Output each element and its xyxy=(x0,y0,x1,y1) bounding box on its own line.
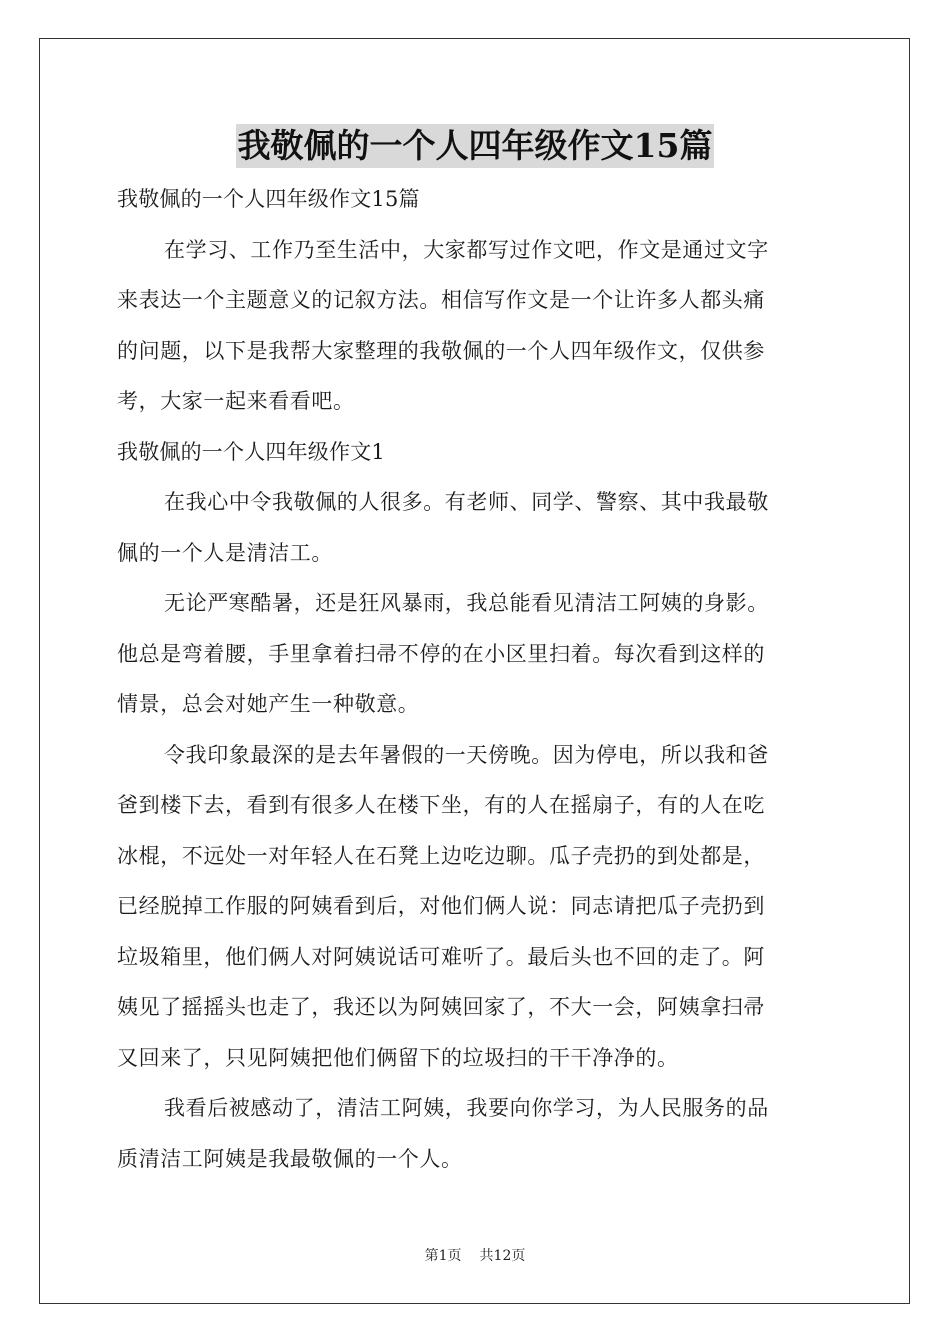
section-heading: 我敬佩的一个人四年级作文1 xyxy=(117,439,385,464)
text-line: 冰棍，不远处一对年轻人在石凳上边吃边聊。瓜子壳扔的到处都是， xyxy=(117,843,765,868)
title-row xyxy=(117,124,833,174)
text-line: 他总是弯着腰，手里拿着扫帚不停的在小区里扫着。每次看到这样的 xyxy=(117,641,765,666)
page-total: 共12页 xyxy=(479,1248,526,1264)
text-line: 来表达一个主题意义的记叙方法。相信写作文是一个让许多人都头痛 xyxy=(117,288,765,312)
text-line: 质清洁工阿姨是我最敬佩的一个人。 xyxy=(117,1146,463,1171)
text-line: 姨见了摇摇头也走了，我还以为阿姨回家了，不大一会，阿姨拿扫帚 xyxy=(117,995,765,1019)
document-text xyxy=(117,174,833,1184)
text-line: 情景，总会对她产生一种敬意。 xyxy=(117,692,420,716)
text-line: 垃圾箱里，他们俩人对阿姨说话可难听了。最后头也不回的走了。阿 xyxy=(117,944,765,969)
document-title: 我敬佩的一个人四年级作文15篇 xyxy=(236,124,715,168)
text-line: 我看后被感动了，清洁工阿姨，我要向你学习，为人民服务的品 xyxy=(164,1096,769,1120)
page-number: 第1页 xyxy=(424,1248,462,1264)
text-line: 令我印象最深的是去年暑假的一天傍晚。因为停电，所以我和爸 xyxy=(164,742,769,767)
text-line: 考，大家一起来看看吧。 xyxy=(117,389,355,413)
text-line: 的问题，以下是我帮大家整理的我敬佩的一个人四年级作文，仅供参 xyxy=(117,338,765,363)
text-line: 在学习、工作乃至生活中，大家都写过作文吧，作文是通过文字 xyxy=(164,237,769,262)
section-heading: 我敬佩的一个人四年级作文15篇 xyxy=(117,187,420,211)
text-line: 爸到楼下去，看到有很多人在楼下坐，有的人在摇扇子，有的人在吃 xyxy=(117,793,765,817)
text-line: 已经脱掉工作服的阿姨看到后，对他们俩人说：同志请把瓜子壳扔到 xyxy=(117,894,765,918)
text-line: 无论严寒酷暑，还是狂风暴雨，我总能看见清洁工阿姨的身影。 xyxy=(164,591,769,615)
text-line: 佩的一个人是清洁工。 xyxy=(117,540,333,565)
text-line: 又回来了，只见阿姨把他们俩留下的垃圾扫的干干净净的。 xyxy=(117,1045,679,1070)
page-footer xyxy=(0,1246,950,1266)
text-line: 在我心中令我敬佩的人很多。有老师、同学、警察、其中我最敬 xyxy=(164,490,769,514)
document-body xyxy=(117,124,833,1184)
